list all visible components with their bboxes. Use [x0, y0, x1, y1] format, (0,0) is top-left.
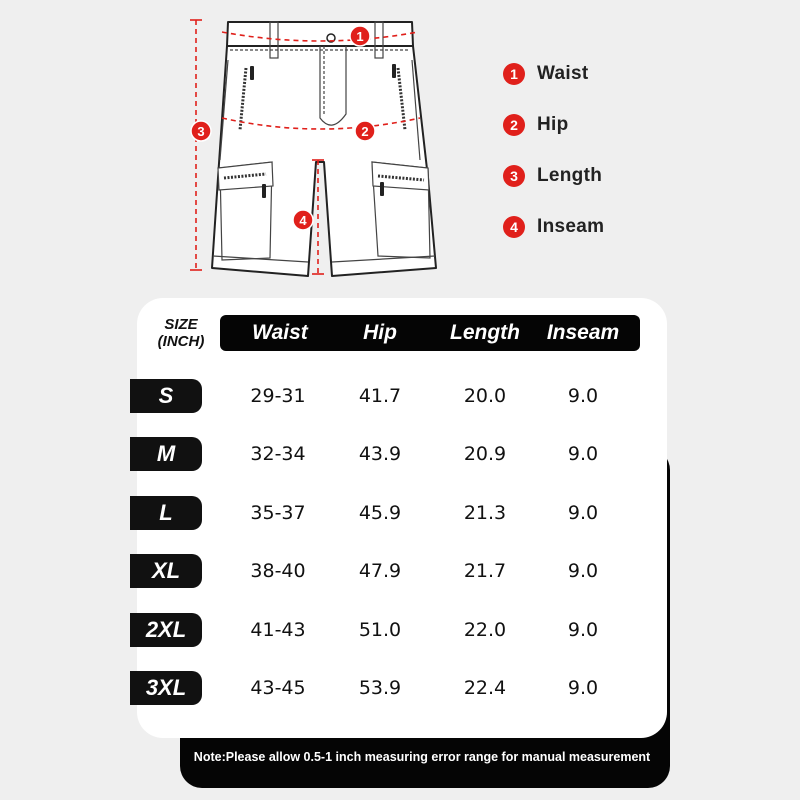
- table-row: [0, 554, 800, 588]
- marker-4-icon: [293, 210, 313, 230]
- length-value: 20.0: [463, 385, 507, 407]
- waist-value: 35-37: [250, 502, 306, 524]
- inseam-value: 9.0: [567, 677, 599, 699]
- size-unit-caption: [145, 316, 217, 350]
- hip-value: 43.9: [358, 443, 402, 465]
- table-row: [0, 613, 800, 647]
- waist-value: 41-43: [250, 619, 306, 641]
- legend-item-length: [503, 164, 604, 188]
- table-row: [0, 379, 800, 413]
- legend-number-icon: 1: [503, 63, 525, 85]
- legend-item-inseam: [503, 215, 604, 239]
- hip-value: 45.9: [358, 502, 402, 524]
- length-value: 21.7: [463, 560, 507, 582]
- length-value: 22.0: [463, 619, 507, 641]
- size-label: L: [130, 496, 202, 530]
- legend-item-waist: [503, 62, 604, 86]
- header-inseam: Inseam: [546, 321, 620, 344]
- size-label: XL: [130, 554, 202, 588]
- waist-value: 43-45: [250, 677, 306, 699]
- hip-value: 41.7: [358, 385, 402, 407]
- legend-item-hip: [503, 113, 604, 137]
- table-row: [0, 437, 800, 471]
- table-row: [0, 671, 800, 705]
- size-label: M: [130, 437, 202, 471]
- size-label: 2XL: [130, 613, 202, 647]
- marker-2-icon: [355, 121, 375, 141]
- size-label: S: [130, 379, 202, 413]
- legend-label: Hip: [537, 114, 569, 135]
- hip-value: 53.9: [358, 677, 402, 699]
- svg-text:2: 2: [361, 124, 369, 139]
- waist-value: 38-40: [250, 560, 306, 582]
- legend-number-icon: 4: [503, 216, 525, 238]
- header-waist: Waist: [252, 321, 308, 344]
- length-value: 20.9: [463, 443, 507, 465]
- measurement-note: Note:Please allow 0.5-1 inch measuring error range for manual measurement: [193, 750, 651, 764]
- waistband: [227, 22, 413, 46]
- svg-text:3: 3: [197, 124, 205, 139]
- inseam-value: 9.0: [567, 443, 599, 465]
- marker-3-icon: [191, 121, 211, 141]
- inseam-value: 9.0: [567, 619, 599, 641]
- inseam-value: 9.0: [567, 502, 599, 524]
- shorts-measurement-diagram: [0, 0, 800, 300]
- svg-text:4: 4: [299, 213, 307, 228]
- measurement-legend: [503, 62, 604, 266]
- size-label: 3XL: [130, 671, 202, 705]
- size-caption-line: (INCH): [157, 333, 205, 350]
- size-caption-line: SIZE: [164, 316, 198, 333]
- length-value: 22.4: [463, 677, 507, 699]
- inseam-value: 9.0: [567, 560, 599, 582]
- legend-number-icon: 2: [503, 114, 525, 136]
- marker-1-icon: [350, 26, 370, 46]
- hip-value: 47.9: [358, 560, 402, 582]
- legend-label: Inseam: [537, 216, 605, 237]
- legend-label: Length: [537, 165, 603, 186]
- inseam-value: 9.0: [567, 385, 599, 407]
- header-length: Length: [450, 321, 520, 344]
- header-hip: Hip: [363, 321, 397, 344]
- length-value: 21.3: [463, 502, 507, 524]
- waist-value: 32-34: [250, 443, 306, 465]
- legend-number-icon: 3: [503, 165, 525, 187]
- waist-value: 29-31: [250, 385, 306, 407]
- table-row: [0, 496, 800, 530]
- hip-value: 51.0: [358, 619, 402, 641]
- svg-text:1: 1: [356, 29, 364, 44]
- legend-label: Waist: [537, 63, 589, 84]
